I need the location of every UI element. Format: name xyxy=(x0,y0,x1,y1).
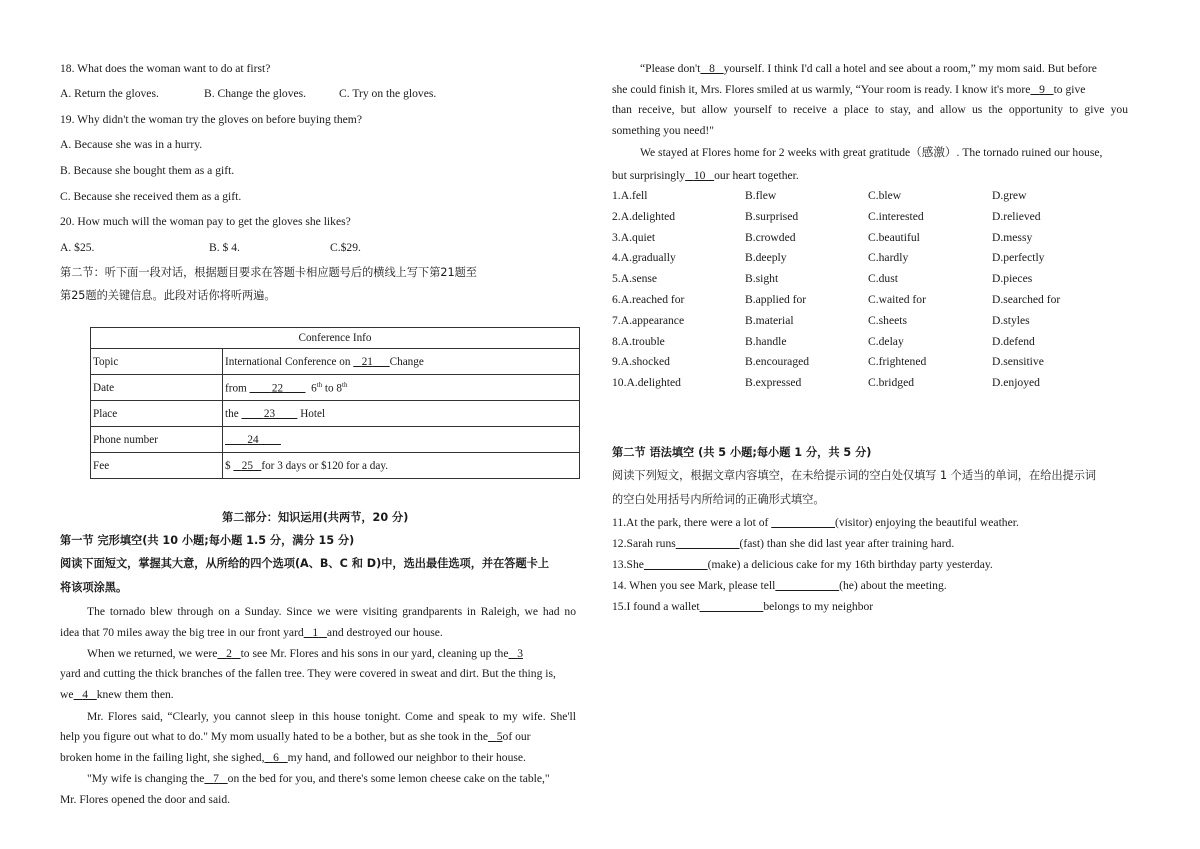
choice-4-a: 4.A.gradually xyxy=(612,251,676,265)
blank-3: 3 xyxy=(517,647,523,660)
grammar-item-14: 14. When you see Mark, please tell (he) about the meeting. xyxy=(612,579,947,592)
passage-line: Mr. Flores opened the door and said. xyxy=(60,793,231,806)
blank-23: 23 xyxy=(263,407,276,420)
blank-10: 10 xyxy=(693,169,706,182)
table-row xyxy=(91,427,580,453)
listening-section2-instruction-2: 第25题的关键信息。此段对话你将听两遍。 xyxy=(60,289,276,302)
passage-line: yard and cutting the thick branches of the fallen tree. They were covered in sweat and dirt. But the thing is, xyxy=(60,667,556,680)
q19-option-c: C. Because she received them as a gift. xyxy=(60,190,242,203)
grammar-item-15: 15.I found a wallet belongs to my neighbor xyxy=(612,600,874,613)
grammar-item-12: 12.Sarah runs (fast) than she did last year after training hard. xyxy=(612,537,955,550)
part2-title: 第二部分：知识运用(共两节，20 分) xyxy=(222,511,409,524)
listening-section2-instruction-1: 第二节：听下面一段对话，根据题目要求在答题卡相应题号后的横线上写下第21题至 xyxy=(60,266,477,279)
cloze-instruction-2: 将该项涂黑。 xyxy=(60,581,128,594)
choice-10-a: 10.A.delighted xyxy=(612,376,681,390)
choice-2-d: D.relieved xyxy=(992,209,1041,223)
choice-4-b: B.deeply xyxy=(745,251,787,265)
choice-8-b: B.handle xyxy=(745,334,787,348)
choice-5-b: B.sight xyxy=(745,272,779,286)
choice-3-c: C.beautiful xyxy=(868,230,920,244)
choice-1-c: C.blew xyxy=(868,189,902,202)
passage-line: idea that 70 miles away the big tree in our front yard 1 and destroyed our house. xyxy=(60,626,443,639)
q19-option-a: A. Because she was in a hurry. xyxy=(60,138,203,151)
choice-9-b: B.encouraged xyxy=(745,355,810,369)
choice-8-c: C.delay xyxy=(868,334,904,348)
choice-1-d: D.grew xyxy=(992,189,1027,202)
row-key-topic: Topic xyxy=(91,349,223,375)
row-key-phone: Phone number xyxy=(91,427,223,453)
row-value-phone xyxy=(223,427,580,453)
table-row xyxy=(91,401,580,427)
passage-line: "My wife is changing the 7 on the bed for you, and there's some lemon cheese cake on the table," xyxy=(87,772,550,785)
choice-4-c: C.hardly xyxy=(868,251,909,265)
choice-2-c: C.interested xyxy=(868,209,924,223)
conference-info-table xyxy=(90,327,580,479)
choice-7-c: C.sheets xyxy=(868,313,907,327)
question-20: 20. How much will the woman pay to get the gloves she likes? xyxy=(60,215,351,228)
q18-option-b: B. Change the gloves. xyxy=(204,87,307,100)
q20-option-b: B. $ 4. xyxy=(209,241,240,254)
blank-21: 21 xyxy=(361,355,373,368)
passage-line: We stayed at Flores home for 2 weeks with great gratitude（感激）. The tornado ruined our house, xyxy=(640,146,1103,159)
choice-1-b: B.flew xyxy=(745,189,777,202)
question-19: 19. Why didn't the woman try the gloves on before buying them? xyxy=(60,113,362,126)
row-key-date: Date xyxy=(91,375,223,401)
passage-line: broken home in the failing light, she sighed, 6 my hand, and followed our neighbor to their house. xyxy=(60,751,526,764)
blank-4: 4 xyxy=(82,688,89,701)
passage-line: she could finish it, Mrs. Flores smiled at us warmly, “Your room is ready. I know it's more 9 to give xyxy=(612,83,1086,96)
choice-10-d: D.enjoyed xyxy=(992,376,1040,390)
passage-line: we 4 knew them then. xyxy=(60,688,174,701)
blank-2: 2 xyxy=(226,647,232,660)
choice-3-a: 3.A.quiet xyxy=(612,230,656,244)
choice-5-a: 5.A.sense xyxy=(612,272,658,286)
table-row xyxy=(91,349,580,375)
choice-7-a: 7.A.appearance xyxy=(612,313,685,327)
choice-6-a: 6.A.reached for xyxy=(612,293,685,306)
passage-line: When we returned, we were 2 to see Mr. Flores and his sons in our yard, cleaning up the 3 xyxy=(87,647,523,660)
blank-22: 22 xyxy=(271,382,284,395)
row-value-topic: International Conference on 21 Change xyxy=(223,349,580,375)
row-key-fee: Fee xyxy=(91,453,223,479)
choice-3-b: B.crowded xyxy=(745,230,796,244)
choice-9-a: 9.A.shocked xyxy=(612,355,670,369)
question-18: 18. What does the woman want to do at first? xyxy=(60,62,271,75)
blank-8: 8 xyxy=(709,62,715,75)
blank-5: 5 xyxy=(496,730,503,743)
choice-8-a: 8.A.trouble xyxy=(612,334,665,348)
choice-7-d: D.styles xyxy=(992,313,1030,327)
choice-10-b: B.expressed xyxy=(745,376,802,390)
passage-line: something you need!" xyxy=(612,124,714,137)
passage-line: but surprisingly 10 our heart together. xyxy=(612,169,799,182)
blank-1: 1 xyxy=(312,626,319,639)
row-value-date: from 22 6th to 8th xyxy=(223,375,580,401)
cloze-instruction-1: 阅读下面短文，掌握其大意，从所给的四个选项(A、B、C 和 D)中，选出最佳选项，并在答题卡上 xyxy=(60,557,550,570)
choice-9-c: C.frightened xyxy=(868,355,927,369)
choice-1-a: 1.A.fell xyxy=(612,189,648,202)
q18-option-a: A. Return the gloves. xyxy=(60,87,159,100)
passage-line: than receive, but allow yourself to receive a place to stay, and allow us the opportunity to give you xyxy=(612,103,1128,116)
blank-6: 6 xyxy=(273,751,279,764)
choice-6-c: C.waited for xyxy=(868,293,926,306)
choice-5-d: D.pieces xyxy=(992,272,1033,286)
blank-24: 24 xyxy=(247,433,259,446)
choice-7-b: B.material xyxy=(745,313,794,327)
passage-line: “Please don't 8 yourself. I think I'd call a hotel and see about a room,” my mom said. But before xyxy=(640,62,1097,75)
choice-6-b: B.applied for xyxy=(745,293,807,306)
grammar-instruction-2: 的空白处用括号内所给词的正确形式填空。 xyxy=(612,493,825,506)
row-value-fee: $ 25 for 3 days or $120 for a day. xyxy=(223,453,580,479)
grammar-item-11: 11.At the park, there were a lot of (visitor) enjoying the beautiful weather. xyxy=(612,516,1019,529)
choice-5-c: C.dust xyxy=(868,272,898,286)
table-title: Conference Info xyxy=(91,328,580,349)
q19-option-b: B. Because she bought them as a gift. xyxy=(60,164,235,177)
q20-option-a: A. $25. xyxy=(60,241,95,254)
choice-2-b: B.surprised xyxy=(745,209,799,223)
choice-8-d: D.defend xyxy=(992,334,1035,348)
passage-line: The tornado blew through on a Sunday. Since we were visiting grandparents in Raleigh, we had no xyxy=(87,605,576,618)
blank-9: 9 xyxy=(1039,83,1045,96)
grammar-item-13: 13.She (make) a delicious cake for my 16th birthday party yesterday. xyxy=(612,558,993,571)
section1-title: 第一节 完形填空(共 10 小题;每小题 1.5 分，满分 15 分) xyxy=(60,534,355,547)
choice-3-d: D.messy xyxy=(992,230,1033,244)
table-row xyxy=(91,375,580,401)
row-key-place: Place xyxy=(91,401,223,427)
choice-2-a: 2.A.delighted xyxy=(612,209,676,223)
choice-9-d: D.sensitive xyxy=(992,355,1044,369)
choice-6-d: D.searched for xyxy=(992,293,1061,306)
grammar-section-title: 第二节 语法填空 (共 5 小题;每小题 1 分，共 5 分) xyxy=(612,446,872,459)
table-row xyxy=(91,453,580,479)
grammar-instruction-1: 阅读下列短文，根据文章内容填空，在未给提示词的空白处仅填写 1 个适当的单词，在给出提示词 xyxy=(612,469,1097,482)
blank-7: 7 xyxy=(213,772,219,785)
row-value-place: the 23 Hotel xyxy=(223,401,580,427)
passage-line: Mr. Flores said, “Clearly, you cannot sleep in this house tonight. Come and speak to my wife. She'll xyxy=(87,710,576,723)
choice-4-d: D.perfectly xyxy=(992,251,1045,265)
q18-option-c: C. Try on the gloves. xyxy=(339,87,437,100)
passage-line: help you figure out what to do." My mom usually hated to be a bother, but as she took in the 5of our xyxy=(60,730,531,743)
blank-25: 25 xyxy=(241,459,253,472)
q20-option-c: C.$29. xyxy=(330,241,361,254)
choice-10-c: C.bridged xyxy=(868,376,915,390)
